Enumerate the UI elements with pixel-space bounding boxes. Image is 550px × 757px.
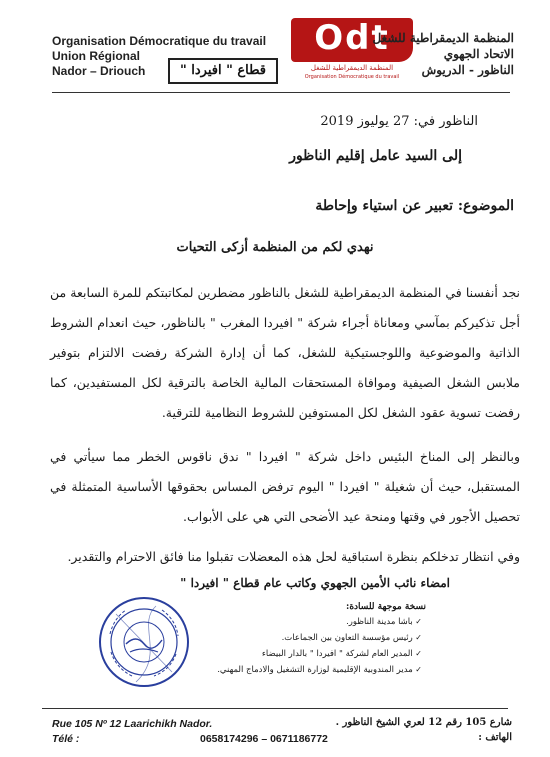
letter-addressee: إلى السيد عامل إقليم الناظور (289, 148, 462, 164)
letter-paragraph-1: نجد أنفسنا في المنظمة الديمقراطية للشغل بالناظور مضطرين لمكاتبتكم للمرة السابعة من أجل تذكيركم بمآسي ومعاناة أجراء شركة " افيردا المغرب " بالناظور، حيث انعدام الشروط الذاتية والموضوعية واللوجستيكية للشغل، كما أن إدارة الشركة رفضت الالتزام بتوفير ملابس الشغل الصيفية وموافاة المستحقات المالية الخاصة بالترقية لكل المستفيدين، كما رفضت تسوية عقود الشغل لكل المستوفين للشروط النظامية للترقية. (50, 285, 520, 420)
logo-subtitle-arabic: المنظمة الديمقراطية للشغل (310, 64, 394, 72)
letter-paragraph-3: وفي انتظار تدخلكم بنظرة استباقية لحل هذه المعضلات تقبلوا منا فائق الاحترام والتقدير. (67, 549, 520, 564)
logo-subtitle-french: Organisation Démocratique du travail (304, 74, 400, 80)
footer-divider (42, 708, 508, 709)
header-divider (52, 92, 510, 93)
footer-address-french: Rue 105 Nº 12 Laarichikh Nador. (52, 718, 213, 730)
org-ar-line-2: الاتحاد الجهوي (443, 47, 514, 61)
odt-logo: Odt (291, 18, 413, 62)
copies-list (217, 614, 422, 678)
org-name-arabic (372, 30, 514, 78)
org-fr-line-1: Organisation Démocratique du travail (52, 34, 267, 48)
footer-phone-numbers: 0658174296 – 0671186772 (200, 733, 328, 745)
signature-line: امضاء نائب الأمين الجهوي وكاتب عام قطاع " افيردا " (180, 576, 450, 590)
org-fr-line-2: Union Régional (52, 49, 140, 63)
copies-title: نسخة موجهة للسادة: (346, 602, 426, 612)
org-ar-line-1: المنظمة الديمقراطية للشغل (372, 31, 514, 45)
letter-paragraph-2: وبالنظر إلى المناخ البئيس داخل شركة " افيردا " ندق ناقوس الخطر مما سيأتي في المستقبل، حيث أن شغيلة " افيردا " اليوم ترفض المساس بحقوقها الأساسية المتمثلة في تحصيل الأجور في وقتها ومنحة عيد الأضحى التي هي على الأبواب. (50, 449, 520, 524)
list-item: ✓ المدير العام لشركة " افيردا " بالدار البيضاء (217, 646, 422, 662)
official-stamp-icon (96, 594, 192, 690)
list-item: ✓ مدير المندوبية الإقليمية لوزارة التشغيل والادماج المهني. (217, 662, 422, 678)
list-item: ✓ باشا مدينة الناظور. (217, 614, 422, 630)
list-item: ✓ رئيس مؤسسة التعاون بين الجماعات. (217, 630, 422, 646)
sector-label-box: قطاع " افيردا " (168, 58, 278, 84)
letter-subject: الموضوع: تعبير عن استياء وإحاطة (315, 198, 514, 214)
letter-date: الناظور في: 27 يوليوز 2019 (320, 114, 478, 129)
letter-greeting: نهدي لكم من المنظمة أزكى التحيات (176, 240, 374, 255)
footer-tel-label-french: Télé : (52, 733, 80, 745)
footer-address-arabic: شارع 105 رقم 12 لعري الشيخ الناظور . (335, 717, 512, 728)
org-ar-line-3: الناظور - الدريوش (421, 63, 514, 77)
footer-tel-label-arabic: الهاتف : (478, 732, 512, 743)
org-fr-line-3: Nador – Driouch (52, 64, 146, 78)
